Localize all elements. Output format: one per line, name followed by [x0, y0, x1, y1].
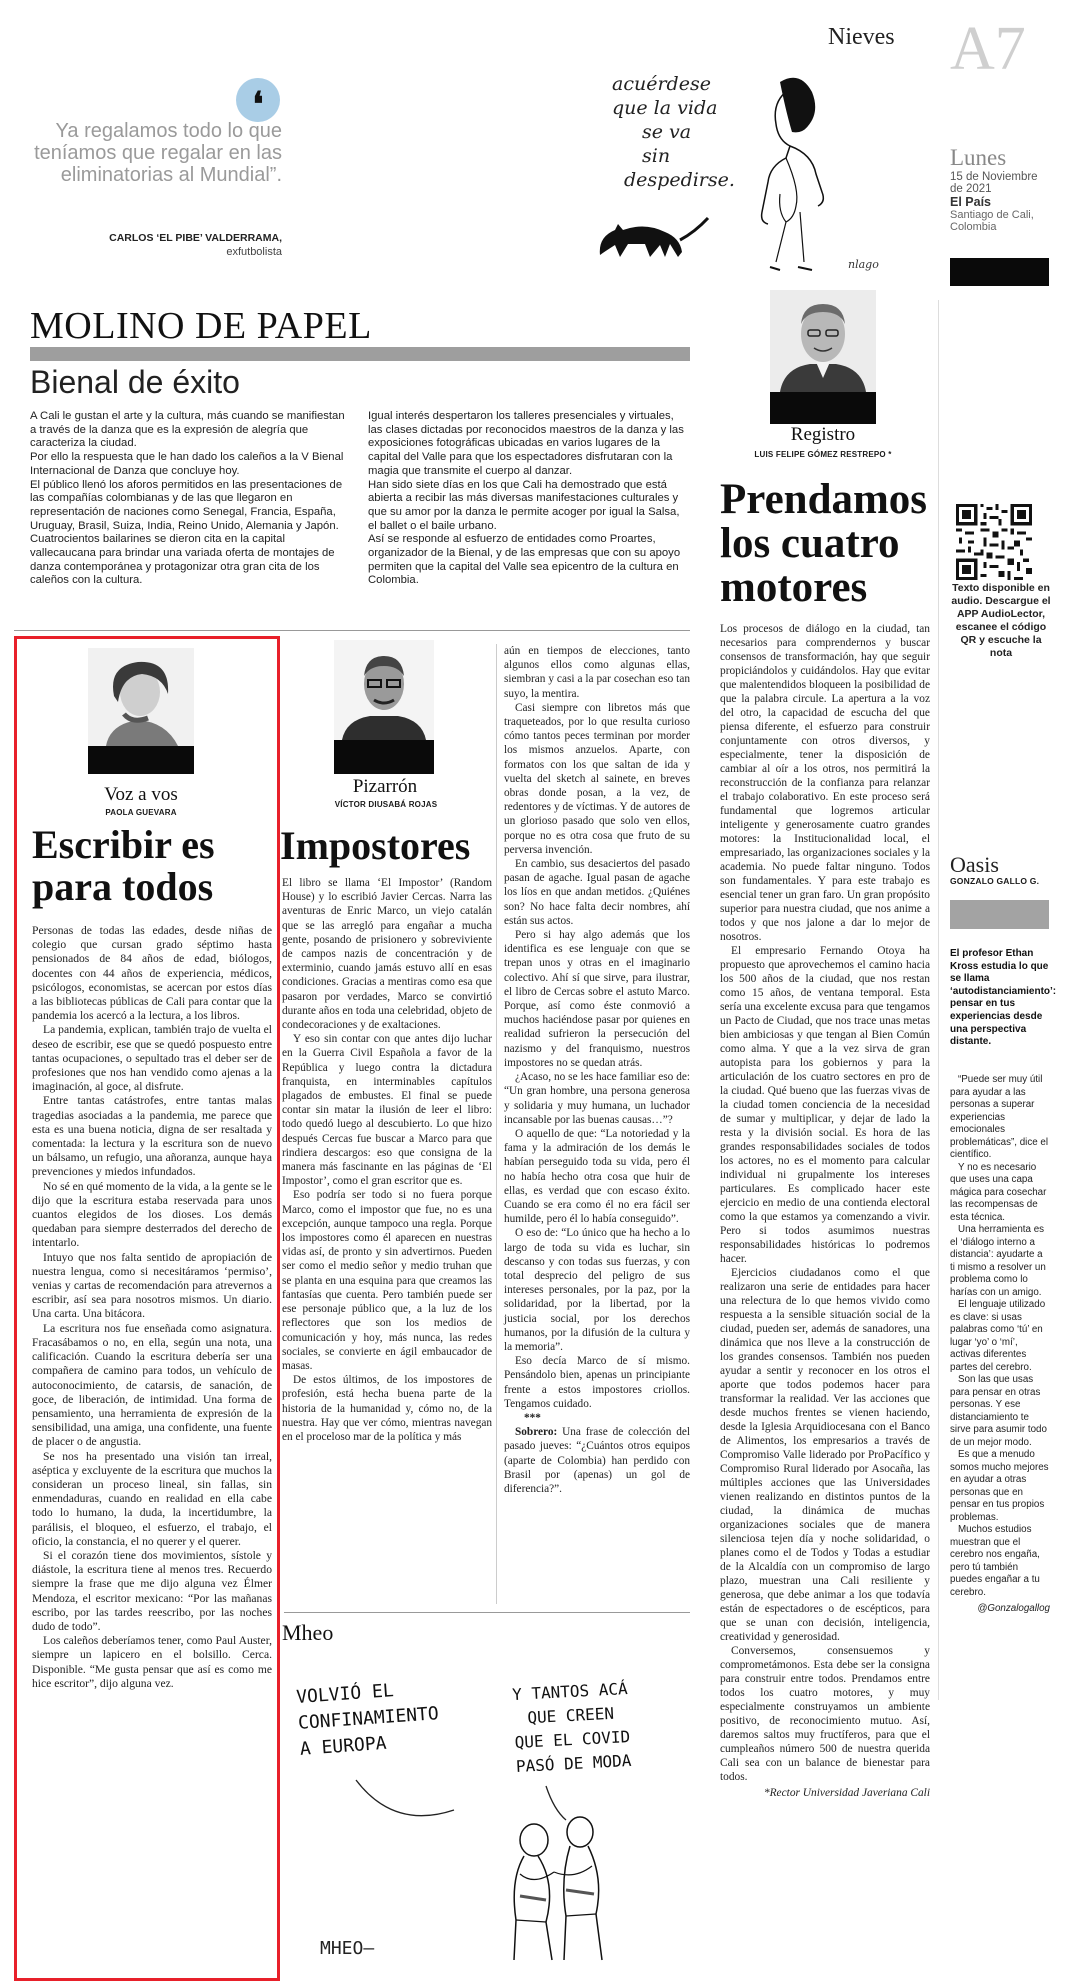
oasis-paragraph: Una herramienta es el ‘diálogo interno a distancia’: ayudarte a ti mismo a resolver un problema como lo harías con un amigo. [950, 1224, 1046, 1298]
cartoon-line: despedirse. [624, 169, 735, 191]
city-line-2: Colombia [950, 221, 997, 233]
oasis-body [950, 1074, 1050, 1616]
qr-code[interactable] [956, 504, 1032, 580]
sobrero-label: Sobrero: [515, 1426, 558, 1439]
oasis-paragraph: Muchos estudios muestran que el cerebro nos engaña, pero tú también puedes engañar a tu cerebro. [950, 1524, 1040, 1598]
quote-author: CARLOS ‘EL PIBE’ VALDERRAMA, [109, 232, 282, 244]
oasis-author: GONZALO GALLO G. [950, 876, 1040, 886]
divider [14, 630, 690, 631]
cartoon-line: acuérdese [612, 73, 711, 95]
voz-paragraph: Entre tantas catástrofes, entre tantas malas tragedias asociadas a la pandemia, me parece que esta es una buena noticia, digna de ser resaltada y comentada: la lectura y la escritura son de nuevo un bálsamo, un refugio, una añoranza, aunque haya prevenciones y miedos infundados. [32, 1094, 272, 1179]
cartoon-line: sin [642, 145, 671, 167]
oasis-paragraph: “Puede ser muy útil para ayudar a las personas a superar experiencias emocionales problemáticas”, dice el científico. [950, 1074, 1049, 1160]
pizarron-paragraph: ¿Acaso, no se les hace familiar eso de: “Un gran hombre, una persona generosa y solidaria y muy humana, un luchador incansable por las buenas causas…”? [504, 1071, 690, 1126]
molino-column-2 [368, 410, 686, 588]
pizarron-paragraph: De estos últimos, de los impostores de profesión, está hecha buena parte de la historia de la humanidad y, cómo no, de la nuestra. Hay que ver cómo, mientras navegan en el proceloso mar de la política y más [282, 1374, 492, 1443]
column-author: LUIS FELIPE GÓMEZ RESTREPO * [754, 450, 892, 459]
voz-paragraph: La escritura nos fue enseñada como asignatura. Fracasábamos o no, en ella, según una nota, una calificación. Cuando la escritura debería ser una compañera de camino para todos, un vehículo de autoconocimiento, de catarsis, de sanación, de goce, de liberación, de intimidad. Una forma de pensamiento, una herramienta de expresión de la sensibilidad, una amiga, una confidente, una fuente de placer o de angustia. [32, 1321, 272, 1449]
voz-paragraph: No sé en qué momento de la vida, a la gente se le dijo que la escritura estaba reservada para unos cuantos elegidos de los dioses. Los demás quedaban para siempre desterrados del derecho de intentarlo. [32, 1179, 272, 1250]
pizarron-paragraph: Eso podría ser todo si no fuera porque Marco, como el impostor que fue, no es una excepción, aunque tampoco una regla. Porque los impostores como él aparecen en nuestras vidas así, de pronto y sin advertirnos. Pueden ser como el medio señor y medio truhan que se planta en una esquina para que creamos las fantasías que cuenta. Pero también puede ser ese personaje público que, a la luz de los reflectores que son los medios de comunicación y hoy, más nunca, las redes sociales, se convierte en ágil embaucador de masas. [282, 1189, 492, 1372]
oasis-lead: El profesor Ethan Kross estudia lo que se llama ‘autodistanciamiento’: pensar en tus experiencias desde una perspectiva distante. [950, 948, 1057, 1048]
oasis-title: Oasis [950, 852, 999, 877]
registro-paragraph: Conversemos, consensuemos y comprometámonos. Esta debe ser la consigna para construir entre todos. Prendamos entre todos los cuatro motores, y muy especialmente construyamos un ambiente positivo, de reconocimiento mutuo. Así, daremos saltos muy fructíferos, para que el cumpleaños número 500 de nuestra querida Cali sea con un balance de bienestar para todos. [720, 1645, 930, 1783]
molino-paragraph: Por ello la respuesta que le han dado los caleños a la V Bienal Internacional de Danza que concluye hoy. [30, 451, 344, 477]
quote-text: Ya regalamos todo lo que teníamos que regalar en las eliminatorias al Mundial”. [34, 120, 282, 186]
mheo-title: Mheo [282, 1620, 334, 1645]
speech-line: A EUROPA [299, 1732, 388, 1760]
molino-paragraph: El público llenó los aforos permitidos en las presentaciones de las compañías colombianas y de las que llegaron en representación de naciones como Senegal, Francia, España, Uruguay, Brasil, Suiza, India, Reino Unido, Alemania y Japón. [30, 478, 343, 532]
pizarron-headline: Impostores [280, 823, 471, 868]
cartoon-line: que la vida [612, 97, 718, 119]
pizarron-paragraph: aún en tiempos de elecciones, tanto algunos ellos como algunas ellas, siembran y casi a la par cosechan eso tan suyo, la mentira. [504, 645, 690, 700]
audio-app-name: AudioLector, [980, 608, 1046, 620]
registro-body [720, 622, 930, 1800]
molino-gray-bar [30, 347, 690, 361]
voz-paragraph: Se nos ha presentado una visión tan irreal, aséptica y excluyente de la escritura que muchos la consideran un proceso lineal, sin fallas, sin enmendaduras, cuando en realidad en ella cabe todo lo humano, la duda, la incertidumbre, la parálisis, el bloqueo, el esfuerzo, el trabajo, el oficio, la constancia, el no querer y el querer. [32, 1449, 272, 1548]
pizarron-paragraph: Pero si hay algo además que los identifica es ese lenguaje con que se trepan unos y otras en el imaginario colectivo. Ahí sí que sirve, para ilustrar, el libro de Cercas sobre el astuto Marco. Porque, así como éste conmovió a muchos haciéndose pasar por quienes en realidad sufrieron la persecución del nazismo y del franquismo, nuestros impostores no se quedan atrás. [504, 929, 690, 1069]
nieves-cartoon [590, 62, 890, 284]
column-divider [496, 644, 497, 1604]
oasis-gray-bar [950, 900, 1049, 929]
registro-paragraph: Los procesos de diálogo en la ciudad, tan necesarios para comprendernos y buscar consensos de transformación, hay que seguir propiciándolos y cuidándolos. Hay que evitar que malentendidos bloqueen la posibilidad de que la palabra circule. La apertura a la voz del otro, la capacidad de escucha del que piensa diferente, el esfuerzo para construir conjuntamente con otros diversos, y especialmente, tener la disposición de cambiar al oír a los otros, nos permitirá la reconstrucción de la confianza para relanzar el trabajo colaborativo. En este proceso será fundamental que logremos articular inteligente y generosamente cuatro grandes motores: la Institucionalidad local, el empresariado, las organizaciones sociales y la academia. No puede faltar ninguno. Todos son fundamentales. Y para este trabajo es esencial tener un gran faro. Un gran propósito superior para nuestra ciudad, que nos anime a todos y que nos jalone a dar lo mejor de nosotros. [720, 623, 930, 943]
oasis-paragraph: El lenguaje utilizado es clave: si usas palabras como ‘tú’ en lugar ‘yo’ o ‘mí’, activas diferentes partes del cerebro. [950, 1299, 1046, 1373]
molino-paragraph: Han sido siete días en los que Cali ha demostrado que está abierta a recibir las más diversas manifestaciones culturales y que su amor por la danza le permite acoger por igual la Salsa, el ballet o el baile urbano. [368, 478, 680, 532]
pizarron-body [282, 876, 492, 1444]
column-title: Voz a vos [104, 784, 178, 805]
pizarron-paragraph: Casi siempre con libretos más que traqueteados, por lo que resulta curioso cómo tantos peces terminan por morder los mismos anzuelos. Aparte, con formatos con los que saltan de ida y vuelta del sketch al sainete, en breves obras donde posan, a la vez, de redentores y de víctimas. Y de autores de un glorioso pasado que solo ven ellos, porque no es otra cosa que fruto de su perversa invención. [504, 701, 690, 856]
newspaper-name: El País [950, 195, 991, 209]
speech-line: PASÓ DE MODA [515, 1750, 632, 1776]
photo-black-bar [88, 746, 194, 774]
speech-line: QUE EL COVID [514, 1726, 631, 1752]
pizarron-paragraph: O eso de: “Lo único que ha hecho a lo largo de toda su vida es luchar, sin descanso y con todas sus fuerzas, y con total desprecio del peligro de sus intereses personales, por la paz, por la solidaridad, por la libertad, por la justicia social, por los derechos humanos, por la difusión de la cultura y la memoria”. [504, 1227, 690, 1353]
speech-line: CONFINAMIENTO [297, 1703, 440, 1734]
pizarron-paragraph: El libro se llama ‘El Impostor’ (Random House) y lo escribió Javier Cercas. Narra las aventuras de Enric Marco, un viejo catalán que se las arregló para engañar a mucha gente, posando de prisionero y sobreviviente de campos nazis de concentración y de exterminio, cuando jamás estuvo allí en esas condiciones. Gracias a mentiras como esa que pasaron por verdades, Marco se convirtió durante años en toda una celebridad, objeto de condecoraciones y de exaltaciones. [282, 877, 492, 1032]
woman-and-cat-drawing [590, 62, 890, 284]
quote-author-role: exfutbolista [226, 246, 282, 258]
molino-paragraph: Igual interés despertaron los talleres presenciales y virtuales, las clases dictadas por reconocidos maestros de la danza y las exposiciones fotográficas ubicadas en varios lugares de la capital del Valle para que los espectadores disfrutaran con la magia que transmite el cuerpo al danzar. [368, 410, 684, 477]
date-line-2: de 2021 [950, 183, 992, 195]
column-divider [938, 300, 939, 1700]
audio-text-1: Texto disponible en audio. Descargue el APP [951, 582, 1051, 620]
cartoon-signature: nlago [848, 258, 879, 271]
pizarron-paragraph: Y eso sin contar con que antes dijo luchar en la Guerra Civil Española a favor de la República y luego contra la dictadura franquista, en interminables capítulos plagados de embustes. El final se puede contar sin matar la ilusión de leer el libro: todo quedó luego al descubierto. Lo que hizo después Cercas fue buscar a Marco para que rindiera descargos: eso que consigna de la manera más fascinante en las páginas de ‘El Impostor’, como el gran escritor que es. [282, 1033, 492, 1188]
weekday: Lunes [950, 145, 1007, 170]
molino-column-1 [30, 410, 348, 588]
audio-note [948, 582, 1054, 660]
city-line-1: Santiago de Cali, [950, 209, 1034, 221]
pizarron-stars: *** [524, 1411, 541, 1424]
voz-paragraph: Si el corazón tiene dos movimientos, sístole y diástole, la escritura tiene al menos tres. Recuerdo siempre la frase que me dijo alguna vez Élmer Mendoza, el escritor mexicano: “Por las mañanas escribo, por las tardes reescribo, por las noches dudo de todo”. [32, 1548, 272, 1633]
pizarron-body-col2 [504, 644, 690, 1496]
oasis-paragraph: Son las que usas para pensar en otras personas. Y ese distanciamiento te sirve para asumir todo de un mejor modo. [950, 1374, 1047, 1448]
pizarron-paragraph: Eso decía Marco de sí mismo. Pensándolo bien, apenas un principiante frente a estos impostores criollos. Tengamos cuidado. [504, 1355, 690, 1410]
molino-paragraph: Cuatrocientos bailarines se dieron cita en la capital vallecaucana para brindar una variada oferta de montajes de danza contemporánea y protagonizar otra gran cita de los caleños con la cultura. [30, 533, 335, 587]
two-men-walking-drawing [284, 1660, 690, 1978]
voz-headline: Escribir es para todos [32, 822, 215, 909]
molino-paragraph: Así se responde al esfuerzo de entidades como Proartes, organizador de la Bienal, y de las empresas que con su apoyo permiten que la capital del Valle sea epicentro de la cultura en Colombia. [368, 533, 681, 587]
voz-paragraph: Personas de todas las edades, desde niñas de colegio que cursan grado séptimo hasta pensionados de 84 años de edad, biólogos, docentes con 44 años de experiencia, médicos, psicólogos, economistas, se acercan por estos días a las bibliotecas públicas de Cali para contar que la pandemia los acercó a la lectura, a los libros. [32, 924, 272, 1023]
registro-footnote: *Rector Universidad Javeriana Cali [763, 1787, 930, 1799]
voz-paragraph: Intuyo que nos falta sentido de apropiación de nuestra lengua, como si necesitáramos ‘permiso’, venias y cartas de recomendación para atrevernos a escribir, así sea para nosotros mismos. Un diario. Una carta. Una bitácora. [32, 1250, 272, 1321]
speech-line: VOLVIÓ EL [295, 1680, 395, 1708]
speech-line: QUE CREEN [526, 1703, 615, 1728]
molino-paragraph: A Cali le gustan el arte y la cultura, más cuando se manifiestan a través de la danza que es la expresión de alegría que caracteriza la ciudad. [30, 410, 345, 450]
sobrero-paragraph [504, 1425, 690, 1496]
divider [284, 1612, 690, 1613]
registro-paragraph: El empresario Fernando Otoya ha propuesto que aprovechemos el camino hacia los 500 años de la ciudad, que nos restan como 15 años, de ventana temporal. Esta sería una excelente excusa para que tengamos un Pacto de Ciudad, que nos trace unas metas bien ambiciosas y que tengan al Bien Común como alma. Y que a la vez sirva de gran autopista para los gobiernos y para la articulación de los cuatro sectores en pro de la ciudad. Qué bueno que las fuerzas vivas de la ciudad tomen conciencia de la necesidad de sumar y multiplicar, y dejar de lado la resta y la división social. Es hora de las grandes responsabilidades sociales de todos los actores, no es el momento para calcular individual ni grupalmente los intereses particulares. Es complicado hacer este ejercicio en medio de una contienda electoral como la que estamos ya comenzando a vivir. Pero si todos asumimos nuestras responsabilidades históricas lo podremos hacer. [720, 945, 930, 1265]
mheo-cartoon [284, 1660, 690, 1978]
oasis-paragraph: Es que a menudo somos mucho mejores en ayudar a otras personas que en pensar en tus propios problemas. [950, 1449, 1049, 1523]
audio-text-2: escanee el código QR y escuche la nota [955, 621, 1047, 659]
page-number: A7 [950, 15, 1026, 83]
pizarron-paragraph: En cambio, sus desaciertos del pasado pasan de agache. Igual pasan de agache los líos en que andan metidos. ¿Quiénes son? No hace falta decir nombres, ahí están sus actos. [504, 858, 690, 927]
column-title: Pizarrón [352, 776, 418, 797]
column-author: VÍCTOR DIUSABÁ ROJAS [334, 800, 438, 809]
author-photo [770, 290, 876, 392]
cartoon-line: se va [642, 121, 692, 143]
section-name: Nieves [828, 24, 895, 50]
oasis-paragraph: Y no es necesario que uses una capa mágica para cosechar las recompensas de esta técnica. [950, 1161, 1047, 1223]
quote-mark-icon: ❛ [236, 78, 280, 122]
author-photo [334, 640, 434, 740]
registro-headline: Prendamos los cuatro motores [720, 476, 928, 611]
sobrero-text: Una frase de colección del pasado jueves: “¿Cuántos otros equipos (aparte de Colombia) han perdido con Brasil por (apenas) un gol de diferencia?”. [504, 1426, 690, 1495]
photo-black-bar [334, 740, 434, 774]
registro-paragraph: Ejercicios ciudadanos como el que realizaron una serie de entidades para hacer una relectura de lo que hemos vivido como respuesta a la sensible situación social de la ciudad, pueden ser, además de sanadores, una dinámica que nos lleve a la construcción de los grandes consensos. También nos pueden ayudar a sentir y reconocer en los otros el aporte que todos podemos hacer para transformar la realidad. Ver las acciones que desde muchos frentes se vienen haciendo, desde la Iglesia Arquidiocesana con el Banco de Alimentos, los empresarios a través de Compromiso Valle liderado por ProPacífico y Compromiso Rural liderado por Asocaña, las múltiples acciones que las Universidades vienen realizando en distintos puntos de la ciudad, la dinámica de muchas organizaciones sociales que de manera silenciosa tejen día y noche solidaridad, o planes como el de Todos y Todas a estudiar de la Alcaldía con un compromiso de largo plazo, muestran una Cali resiliente y generosa, que debe animar a los que todavía están de espectadores o de escépticos, para que se unan con decisión, inteligencia, creatividad y generosidad. [720, 1267, 930, 1643]
voz-paragraph: Los caleños deberíamos tener, como Paul Auster, siempre un lapicero en el bolsillo. Cerca. Disponible. “Me gusta pensar que así es como me hice escritor”, dijo alguna vez. [32, 1634, 272, 1690]
voz-body [32, 924, 272, 1691]
author-photo [88, 648, 194, 746]
date-line-1: 15 de Noviembre [950, 171, 1038, 183]
voz-paragraph: La pandemia, explican, también trajo de vuelta el deseo de escribir, ese que se quedó pospuesto entre tantas ocupaciones, o sepultado tras el deber ser de profesiones que nos han vendido como ajenas a la imaginación, al goce, al disfrute. [32, 1023, 272, 1094]
photo-black-bar [770, 392, 876, 424]
date-block [950, 146, 1075, 233]
cartoon-signature: MHEO— [320, 1938, 375, 1959]
column-title: Registro [790, 424, 856, 445]
column-author: PAOLA GUEVARA [105, 808, 177, 817]
date-black-bar [950, 258, 1049, 286]
pizarron-paragraph: O aquello de que: “La notoriedad y la fama y la admiración de los demás le habían perseguido toda su vida, pero él no había hecho otra cosa que huir de ellas, es verdad que con escaso éxito. Cuando se era como él no era fácil ser humilde, pero él lo había conseguido”. [504, 1127, 690, 1226]
molino-section-title: MOLINO DE PAPEL [30, 305, 372, 347]
molino-title: Bienal de éxito [30, 364, 240, 400]
speech-line: Y TANTOS ACÁ [511, 1679, 629, 1705]
oasis-signature: @Gonzalogallog [977, 1603, 1050, 1614]
